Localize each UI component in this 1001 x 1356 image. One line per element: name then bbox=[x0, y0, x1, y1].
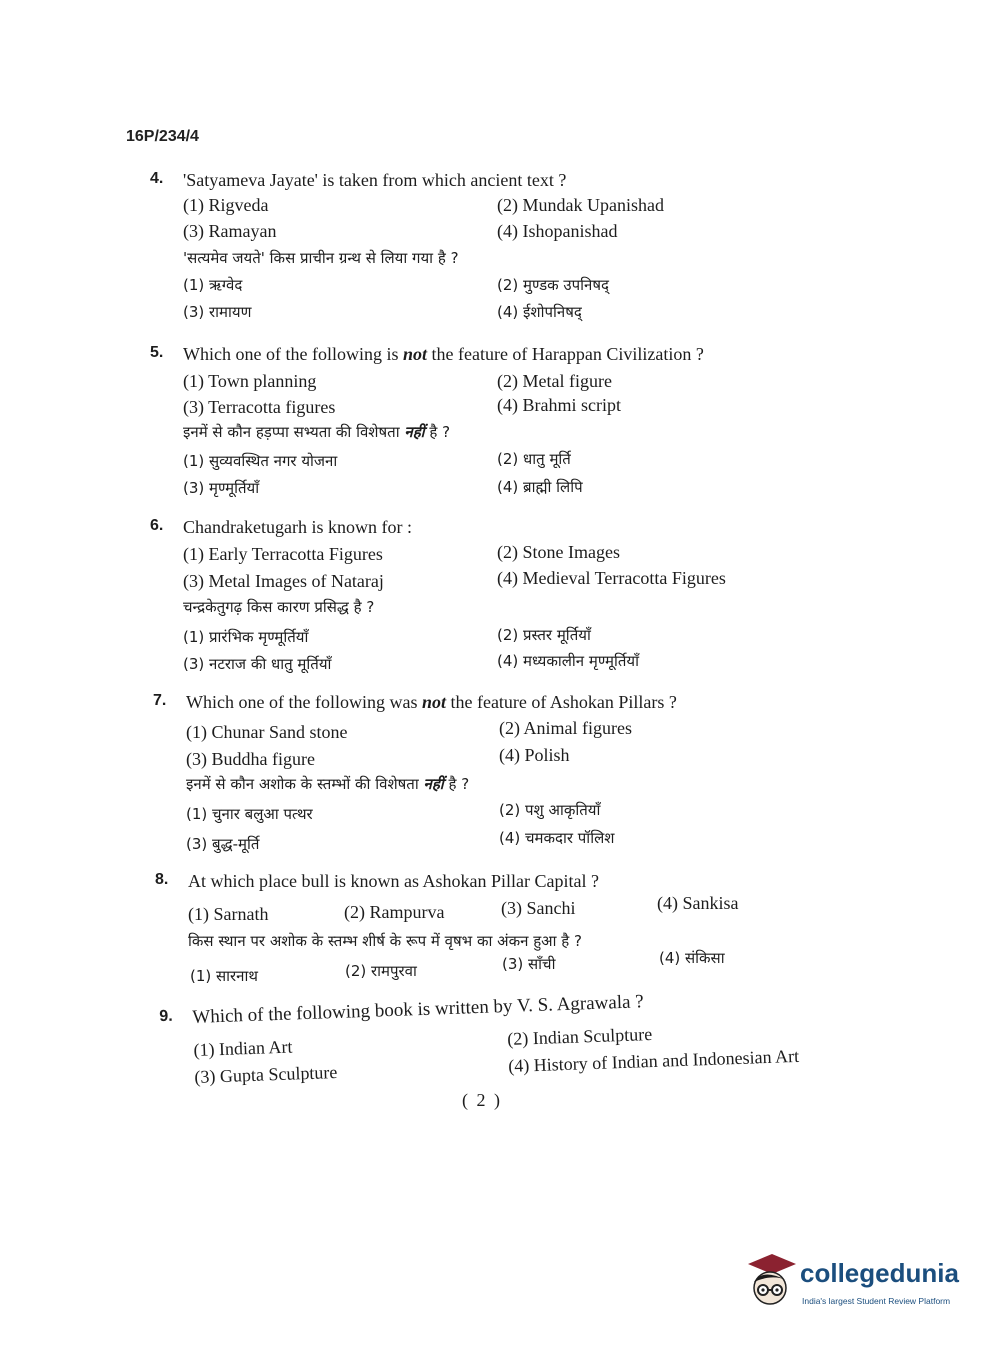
option-en-1: (1) Indian Art bbox=[193, 1036, 293, 1060]
question-number: 4. bbox=[150, 170, 164, 187]
option-hi-1: (1) सुव्यवस्थित नगर योजना bbox=[183, 452, 338, 470]
option-hi-2: (2) धातु मूर्ति bbox=[497, 450, 571, 468]
question-number: 8. bbox=[155, 871, 169, 888]
option-en-3: (3) Terracotta figures bbox=[183, 397, 336, 417]
question-text-hi: किस स्थान पर अशोक के स्तम्भ शीर्ष के रूप में वृषभ का अंकन हुआ है ? bbox=[188, 932, 582, 950]
option-en-2: (2) Indian Sculpture bbox=[506, 1023, 653, 1050]
option-hi-4: (4) ईशोपनिषद् bbox=[497, 303, 582, 321]
option-hi-3: (3) रामायण bbox=[183, 303, 252, 321]
option-hi-1: (1) प्रारंभिक मृण्मूर्तियाँ bbox=[183, 628, 309, 646]
option-hi-3: (3) साँची bbox=[502, 955, 556, 973]
question-number: 9. bbox=[159, 1007, 173, 1026]
option-hi-4: (4) ब्राह्मी लिपि bbox=[497, 478, 583, 496]
page-number: ( 2 ) bbox=[462, 1090, 502, 1110]
question-text-hi: इनमें से कौन हड़प्पा सभ्यता की विशेषता नहीं है ? bbox=[183, 423, 451, 441]
graduate-mascot-icon bbox=[742, 1252, 798, 1312]
option-hi-4: (4) संकिसा bbox=[659, 949, 725, 967]
option-en-2: (2) Animal figures bbox=[499, 718, 632, 738]
brand-tagline: India's largest Student Review Platform bbox=[802, 1296, 951, 1306]
brand-watermark bbox=[742, 1252, 982, 1314]
option-en-3: (3) Gupta Sculpture bbox=[194, 1061, 338, 1087]
question-text-en: Which one of the following was not the feature of Ashokan Pillars ? bbox=[186, 692, 677, 712]
question-text-en: At which place bull is known as Ashokan Pillar Capital ? bbox=[188, 871, 599, 891]
option-en-2: (2) Metal figure bbox=[497, 371, 612, 391]
option-en-2: (2) Mundak Upanishad bbox=[497, 195, 664, 215]
option-hi-2: (2) रामपुरवा bbox=[345, 962, 417, 980]
option-en-1: (1) Sarnath bbox=[188, 904, 269, 924]
option-hi-2: (2) प्रस्तर मूर्तियाँ bbox=[497, 626, 591, 644]
option-en-3: (3) Metal Images of Nataraj bbox=[183, 571, 384, 591]
brand-name: collegedunia bbox=[800, 1258, 959, 1288]
question-text-hi: 'सत्यमेव जयते' किस प्राचीन ग्रन्थ से लिया गया है ? bbox=[183, 249, 459, 267]
option-en-1: (1) Rigveda bbox=[183, 195, 269, 215]
option-hi-1: (1) चुनार बलुआ पत्थर bbox=[186, 805, 313, 823]
option-hi-2: (2) मुण्डक उपनिषद् bbox=[497, 276, 610, 294]
question-number: 6. bbox=[150, 517, 164, 534]
option-hi-3: (3) बुद्ध-मूर्ति bbox=[186, 835, 260, 853]
option-en-4: (4) History of Indian and Indonesian Art bbox=[507, 1045, 800, 1076]
question-text-en: 'Satyameva Jayate' is taken from which ancient text ? bbox=[183, 170, 567, 190]
question-number: 7. bbox=[153, 692, 167, 709]
option-en-2: (2) Rampurva bbox=[344, 902, 445, 922]
option-en-4: (4) Medieval Terracotta Figures bbox=[497, 568, 726, 588]
option-en-4: (4) Polish bbox=[499, 745, 570, 765]
option-hi-4: (4) चमकदार पॉलिश bbox=[499, 829, 615, 847]
option-en-4: (4) Sankisa bbox=[657, 893, 739, 913]
option-hi-3: (3) नटराज की धातु मूर्तियाँ bbox=[183, 655, 332, 673]
option-en-1: (1) Chunar Sand stone bbox=[186, 722, 348, 742]
option-en-1: (1) Town planning bbox=[183, 371, 317, 391]
option-en-3: (3) Ramayan bbox=[183, 221, 277, 241]
option-en-1: (1) Early Terracotta Figures bbox=[183, 544, 383, 564]
question-number: 5. bbox=[150, 344, 164, 361]
option-en-3: (3) Buddha figure bbox=[186, 749, 315, 769]
option-hi-3: (3) मृण्मूर्तियाँ bbox=[183, 479, 260, 497]
question-text-hi: चन्द्रकेतुगढ़ किस कारण प्रसिद्ध है ? bbox=[183, 598, 375, 616]
question-text-en: Which one of the following is not the feature of Harappan Civilization ? bbox=[183, 344, 704, 364]
option-en-3: (3) Sanchi bbox=[501, 898, 576, 918]
option-hi-2: (2) पशु आकृतियाँ bbox=[499, 801, 601, 819]
question-text-en: Chandraketugarh is known for : bbox=[183, 517, 412, 537]
option-en-4: (4) Ishopanishad bbox=[497, 221, 618, 241]
option-en-4: (4) Brahmi script bbox=[497, 395, 621, 415]
question-text-hi: इनमें से कौन अशोक के स्तम्भों की विशेषता नहीं है ? bbox=[186, 775, 470, 793]
option-hi-1: (1) सारनाथ bbox=[190, 967, 258, 985]
option-hi-1: (1) ऋग्वेद bbox=[183, 276, 243, 294]
question-text-en: Which of the following book is written by V. S. Agrawala ? bbox=[192, 991, 645, 1028]
paper-code: 16P/234/4 bbox=[126, 128, 199, 145]
option-en-2: (2) Stone Images bbox=[497, 542, 620, 562]
option-hi-4: (4) मध्यकालीन मृण्मूर्तियाँ bbox=[497, 652, 639, 670]
